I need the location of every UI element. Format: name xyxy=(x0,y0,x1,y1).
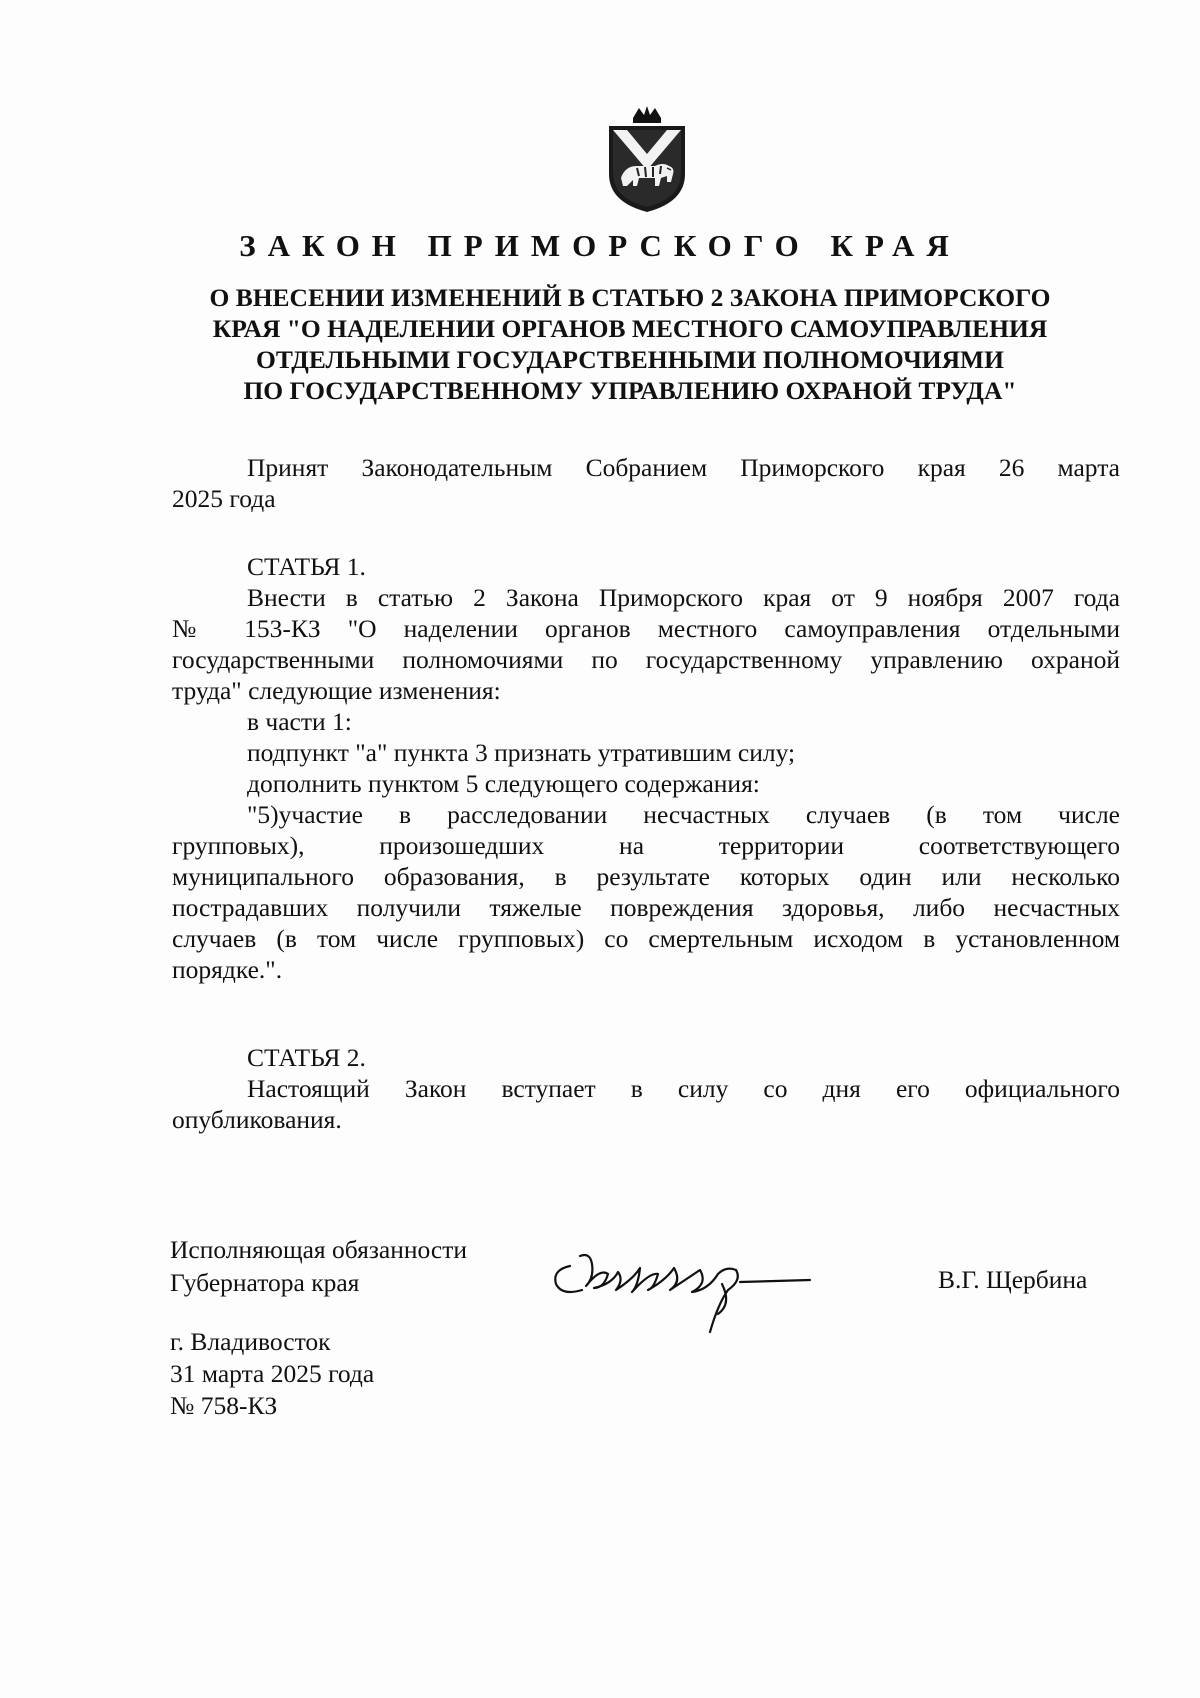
document-footer xyxy=(170,1326,374,1422)
heading-line: ПО ГОСУДАРСТВЕННОМУ УПРАВЛЕНИЮ ОХРАНОЙ ТРУДА" xyxy=(243,376,1017,405)
signatory-position-line: Губернатора края xyxy=(170,1268,360,1297)
article-text-line: Внести в статью 2 Закона Приморского края от 9 ноября 2007 года xyxy=(247,583,1120,612)
quote-line: пострадавших получили тяжелые повреждения здоровья, либо несчастных xyxy=(172,893,1120,922)
heading-line: О ВНЕСЕНИИ ИЗМЕНЕНИЙ В СТАТЬЮ 2 ЗАКОНА ПРИМОРСКОГО xyxy=(209,283,1051,312)
article-text-line: труда" следующие изменения: xyxy=(172,676,501,705)
law-heading xyxy=(140,282,1120,406)
article-text-line: подпункт "а" пункта 3 признать утратившим силу; xyxy=(247,738,796,767)
article-text-line: № 153-КЗ "О наделении органов местного самоуправления отдельными xyxy=(172,614,1120,643)
quote-line: муниципального образования, в результате которых один или несколько xyxy=(172,862,1120,891)
article-text-line: опубликования. xyxy=(172,1105,342,1134)
heading-line: КРАЯ "О НАДЕЛЕНИИ ОРГАНОВ МЕСТНОГО САМОУПРАВЛЕНИЯ xyxy=(212,314,1048,343)
signatory-position-line: Исполняющая обязанности xyxy=(170,1235,467,1264)
law-number: № 758-КЗ xyxy=(170,1391,278,1420)
article-1 xyxy=(172,551,1120,985)
article-1-heading: СТАТЬЯ 1. xyxy=(247,552,366,581)
coat-of-arms-icon xyxy=(603,104,691,214)
article-text-line: в части 1: xyxy=(247,707,352,736)
quote-line: случаев (в том числе групповых) со смертельным исходом в установленном xyxy=(172,924,1120,953)
article-text-line: Настоящий Закон вступает в силу со дня его официального xyxy=(247,1074,1120,1103)
adoption-note xyxy=(172,452,1120,514)
handwritten-signature xyxy=(542,1244,902,1334)
quote-line: порядке.". xyxy=(172,955,283,984)
adoption-line: 2025 года xyxy=(172,484,276,513)
article-2-heading: СТАТЬЯ 2. xyxy=(247,1043,366,1072)
quote-line: "5)участие в расследовании несчастных случаев (в том числе xyxy=(247,800,1120,829)
signing-date: 31 марта 2025 года xyxy=(170,1359,375,1388)
adoption-line: Принят Законодательным Собранием Приморского края 26 марта xyxy=(247,453,1120,482)
signatory-position xyxy=(170,1233,467,1299)
signing-city: г. Владивосток xyxy=(170,1327,331,1356)
article-text-line: государственными полномочиями по государственному управлению охраной xyxy=(172,645,1120,674)
article-2 xyxy=(172,1042,1120,1135)
law-title: ЗАКОН ПРИМОРСКОГО КРАЯ xyxy=(239,228,961,263)
quote-line: групповых), произошедших на территории соответствующего xyxy=(172,831,1120,860)
heading-line: ОТДЕЛЬНЫМИ ГОСУДАРСТВЕННЫМИ ПОЛНОМОЧИЯМИ xyxy=(256,345,1004,374)
signatory-name: В.Г. Щербина xyxy=(938,1265,1088,1294)
article-text-line: дополнить пунктом 5 следующего содержания: xyxy=(247,769,760,798)
